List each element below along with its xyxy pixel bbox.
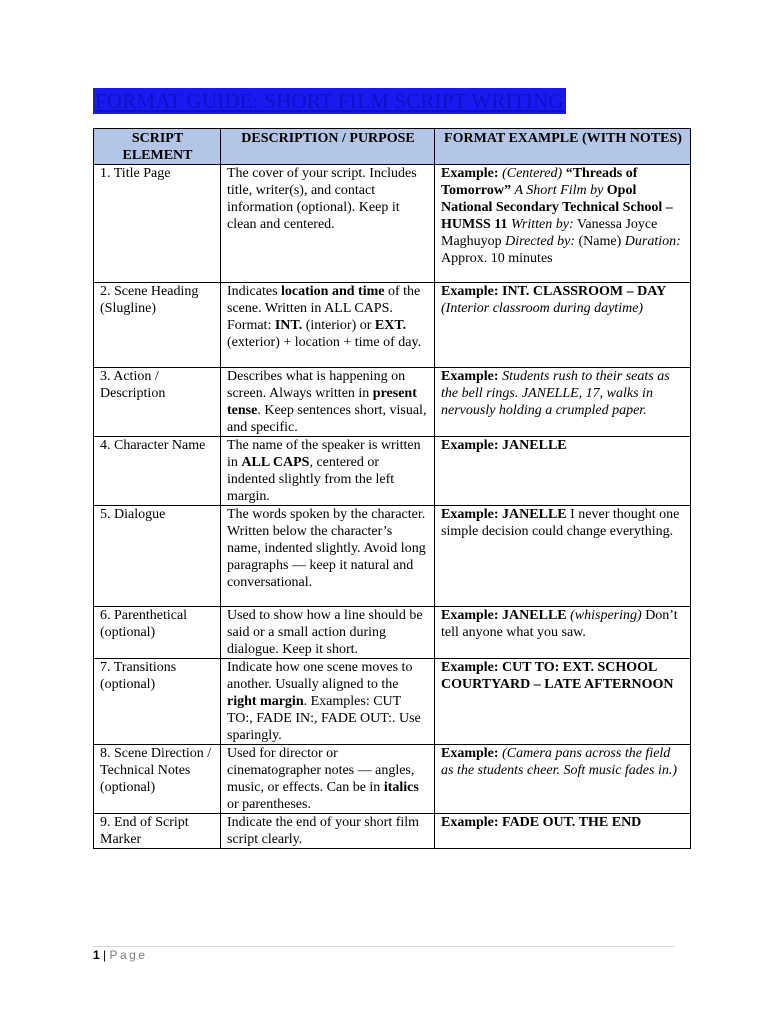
text-run: Example: JANELLE — [441, 507, 567, 522]
example-cell — [435, 814, 691, 849]
example-cell — [435, 506, 691, 607]
text-run: “Threads of Tomorrow” — [441, 166, 638, 198]
description-cell — [221, 283, 435, 368]
text-run: Duration: — [624, 234, 681, 249]
text-run: Example: INT. CLASSROOM – DAY — [441, 284, 667, 299]
text-run: (Name) — [575, 234, 625, 249]
table-row — [94, 368, 691, 437]
text-run: Example: JANELLE — [441, 608, 567, 623]
text-run: Used for director or cinematographer notes — angles, music, or effects. Can be in — [227, 746, 415, 795]
example-cell — [435, 437, 691, 506]
example-cell — [435, 283, 691, 368]
description-cell — [221, 506, 435, 607]
header-script-element: SCRIPT ELEMENT — [94, 129, 221, 165]
text-run: (interior) or — [302, 318, 375, 333]
example-cell — [435, 368, 691, 437]
text-run: . Keep sentences short, visual, and specific. — [227, 403, 427, 435]
script-element-cell: 7. Transitions (optional) — [94, 659, 221, 745]
text-run: Indicate how one scene moves to another. Usually aligned to the — [227, 660, 413, 692]
text-run: present tense — [227, 386, 417, 418]
text-run: EXT. — [374, 318, 407, 333]
example-cell — [435, 745, 691, 814]
example-cell — [435, 607, 691, 659]
text-run: I never thought one simple decision could change everything. — [441, 507, 680, 539]
text-run: INT. — [274, 318, 303, 333]
text-run: Describes what is happening on screen. Always written in — [227, 369, 406, 401]
text-run: Opol National Secondary Technical School – HUMSS 11 — [441, 183, 673, 232]
text-run: Don’t tell anyone what you saw. — [441, 608, 678, 640]
text-run: Vanessa Joyce Maghuyop — [441, 217, 658, 249]
text-run: of the scene. Written in ALL CAPS. Format: — [227, 284, 421, 333]
text-run: , centered or indented slightly from the left margin. — [227, 455, 395, 504]
table-row — [94, 165, 691, 283]
description-cell — [221, 814, 435, 849]
text-run: right margin — [227, 694, 304, 709]
script-element-cell: 6. Parenthetical (optional) — [94, 607, 221, 659]
text-run: Indicates — [227, 284, 282, 299]
script-element-cell: 3. Action / Description — [94, 368, 221, 437]
text-run: Directed by: — [505, 234, 576, 249]
title-highlight — [93, 88, 566, 114]
script-element-cell: 9. End of Script Marker — [94, 814, 221, 849]
text-run: (whispering) — [570, 608, 642, 623]
text-run: Written by: — [511, 217, 574, 232]
text-run: A Short Film by — [514, 183, 604, 198]
text-run: Students rush to their seats as the bell rings. JANELLE, 17, walks in nervously holding a crumpled paper. — [441, 369, 670, 418]
description-cell — [221, 437, 435, 506]
script-element-cell: 1. Title Page — [94, 165, 221, 283]
table-row — [94, 283, 691, 368]
table-row — [94, 745, 691, 814]
header-format-example: FORMAT EXAMPLE (WITH NOTES) — [435, 129, 691, 165]
text-run: (Interior classroom during daytime) — [441, 301, 644, 316]
description-cell — [221, 745, 435, 814]
table-row — [94, 437, 691, 506]
table-row — [94, 814, 691, 849]
text-run: The words spoken by the character. Written below the character’s name, indented slightly. Avoid long paragraphs — keep it natural and conversational. — [227, 507, 426, 590]
script-element-cell: 4. Character Name — [94, 437, 221, 506]
text-run: . Examples: CUT TO:, FADE IN:, FADE OUT:. Use sparingly. — [227, 694, 421, 743]
text-run: Example: JANELLE — [441, 438, 567, 453]
table-header-row — [94, 129, 691, 165]
text-run: The cover of your script. Includes title, writer(s), and contact information (optional). Keep it clean and centered. — [227, 166, 417, 232]
description-cell — [221, 368, 435, 437]
text-run: Indicate the end of your short film script clearly. — [227, 815, 420, 847]
text-run: (Camera pans across the field as the students cheer. Soft music fades in.) — [441, 746, 678, 778]
text-run: Example: CUT TO: EXT. SCHOOL COURTYARD – LATE AFTERNOON — [441, 660, 674, 692]
description-cell — [221, 165, 435, 283]
text-run: (exterior) + location + time of day. — [227, 335, 422, 350]
document-title: FORMAT GUIDE: SHORT FILM SCRIPT WRITING — [95, 89, 564, 113]
script-element-cell: 5. Dialogue — [94, 506, 221, 607]
page-number: 1 — [93, 948, 100, 962]
table-row — [94, 506, 691, 607]
text-run: The name of the speaker is written in — [227, 438, 421, 470]
table-row — [94, 659, 691, 745]
example-cell — [435, 659, 691, 745]
text-run: Example: — [441, 369, 499, 384]
text-run: or parentheses. — [227, 797, 311, 812]
text-run: Approx. 10 minutes — [441, 251, 553, 266]
text-run: Example: FADE OUT. THE END — [441, 815, 642, 830]
description-cell — [221, 659, 435, 745]
format-guide-table — [93, 128, 691, 849]
page-label: Page — [109, 948, 148, 962]
text-run: Example: — [441, 166, 499, 181]
text-run: ALL CAPS — [241, 455, 310, 470]
page-footer — [93, 948, 148, 962]
header-description: DESCRIPTION / PURPOSE — [221, 129, 435, 165]
text-run: Used to show how a line should be said or a small action during dialogue. Keep it short. — [227, 608, 423, 657]
description-cell — [221, 607, 435, 659]
footer-rule — [93, 946, 675, 947]
table-row — [94, 607, 691, 659]
text-run: italics — [383, 780, 419, 795]
footer-separator: | — [99, 948, 110, 962]
text-run: Example: — [441, 746, 499, 761]
text-run: location and time — [281, 284, 385, 299]
text-run: (Centered) — [502, 166, 563, 181]
example-cell — [435, 165, 691, 283]
script-element-cell: 8. Scene Direction / Technical Notes (optional) — [94, 745, 221, 814]
script-element-cell: 2. Scene Heading (Slugline) — [94, 283, 221, 368]
